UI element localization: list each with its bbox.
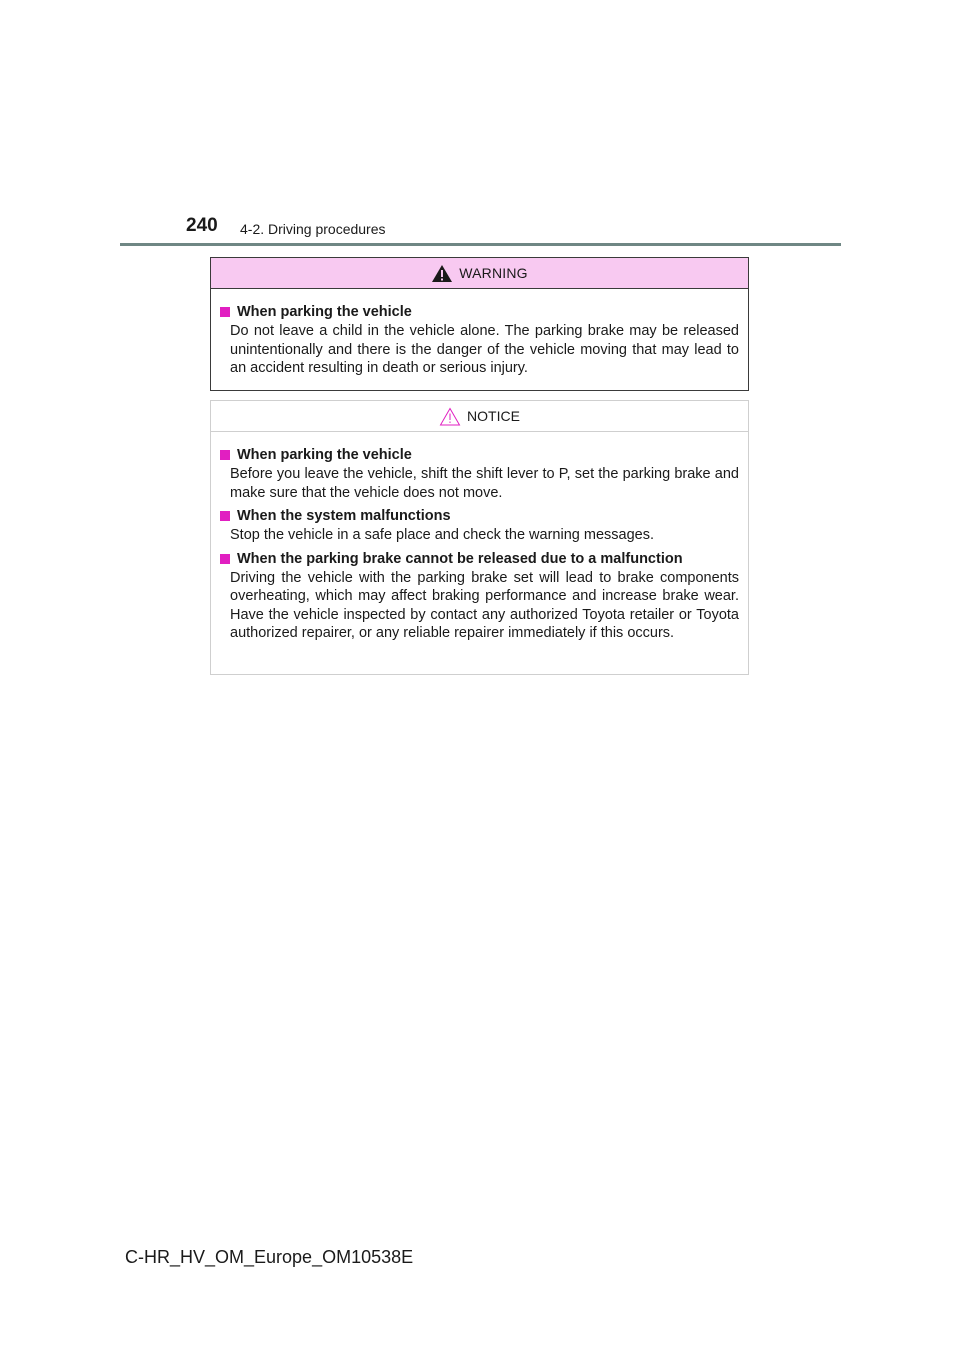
square-bullet-icon [220,554,230,564]
warning-item [220,302,739,378]
notice-header [211,401,748,432]
notice-item-title [220,445,739,465]
page-number: 240 [186,215,218,236]
notice-item-title [220,506,739,526]
notice-item-title-text: When the parking brake cannot be released due to a malfunction [237,550,683,567]
notice-label: NOTICE [467,408,520,424]
caution-triangle-icon [439,407,461,426]
notice-item-title [220,549,739,569]
square-bullet-icon [220,450,230,460]
section-title: 4-2. Driving procedures [240,221,386,237]
notice-box [210,400,749,675]
square-bullet-icon [220,307,230,317]
notice-item-text: Driving the vehicle with the parking brake set will lead to brake components overheating, which may affect braking performance and increase brake wear. Have the vehicle inspected by contact any authorized Toyota retailer or Toyota authorized repairer, or any reliable repairer immediately if this occurs. [230,569,739,641]
notice-item-text: Before you leave the vehicle, shift the shift lever to P, set the parking brake and make sure that the vehicle does not move. [230,466,739,501]
header-divider [120,243,841,246]
warning-item-text: Do not leave a child in the vehicle alone. The parking brake may be released unintentionally and there is the danger of the vehicle moving that may lead to an accident resulting in death or serious injury. [230,323,739,376]
page-header [0,0,960,250]
warning-box [210,257,749,391]
notice-body [211,432,748,643]
notice-item-text: Stop the vehicle in a safe place and check the warning messages. [230,527,654,543]
document-code: C-HR_HV_OM_Europe_OM10538E [125,1247,414,1267]
warning-body [211,289,748,378]
notice-item-title-text: When the system malfunctions [237,508,451,524]
warning-item-title [220,302,739,322]
notice-item-title-text: When parking the vehicle [237,447,412,463]
warning-label: WARNING [459,265,528,281]
warning-header [211,258,748,289]
notice-item [220,445,739,502]
warning-item-title-text: When parking the vehicle [237,304,412,320]
notice-item [220,549,739,643]
warning-triangle-icon [431,264,453,283]
square-bullet-icon [220,511,230,521]
notice-item [220,506,739,545]
